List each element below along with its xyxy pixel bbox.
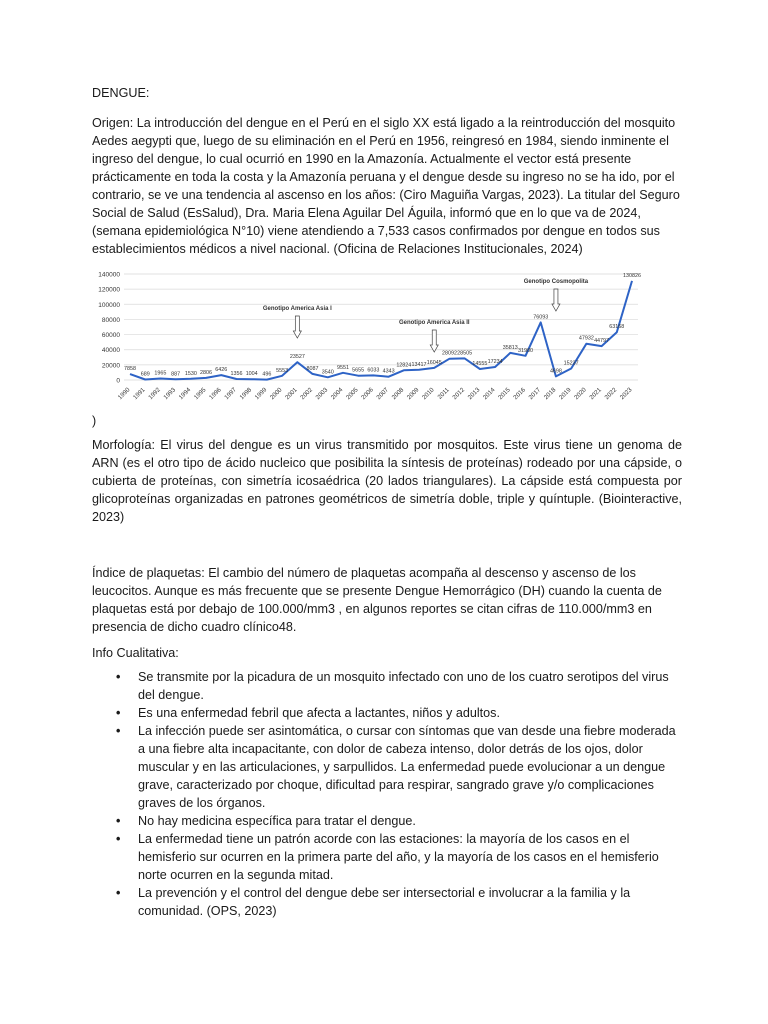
data-label: 1004 bbox=[245, 371, 258, 378]
data-label: 16045 bbox=[426, 359, 442, 366]
x-tick-label: 2021 bbox=[588, 386, 603, 402]
x-tick-label: 1992 bbox=[147, 386, 162, 402]
x-tick-label: 2013 bbox=[466, 386, 482, 402]
data-label: 5655 bbox=[352, 367, 365, 374]
data-label: 28092 bbox=[441, 350, 457, 357]
x-tick-label: 2001 bbox=[284, 386, 299, 402]
data-label: 31980 bbox=[518, 347, 534, 354]
x-tick-label: 2004 bbox=[329, 386, 345, 402]
list-item: • La enfermedad tiene un patrón acorde con las estaciones: la mayoría de los casos en el hemisferio sur ocurren en la primera parte del año, y la mayoría de los casos en el hemisferio norte ocurren en la segunda mitad. bbox=[138, 830, 682, 884]
data-label: 2806 bbox=[200, 369, 213, 376]
y-tick-label: 20000 bbox=[101, 362, 120, 370]
x-tick-label: 2002 bbox=[299, 386, 314, 402]
data-label: 3540 bbox=[321, 369, 334, 376]
annotation-arrow bbox=[430, 330, 438, 352]
data-label: 47932 bbox=[578, 335, 594, 342]
data-label: 4343 bbox=[382, 368, 395, 375]
list-item: • No hay medicina específica para tratar el dengue. bbox=[138, 812, 682, 830]
y-tick-label: 120000 bbox=[98, 286, 120, 294]
data-label: 14555 bbox=[472, 360, 488, 367]
data-label: 13417 bbox=[411, 361, 427, 368]
chart-closing-paren: ) bbox=[92, 414, 97, 428]
y-tick-label: 140000 bbox=[98, 271, 120, 279]
data-label: 28505 bbox=[457, 350, 473, 357]
origen-paragraph: Origen: La introducción del dengue en el Perú en el siglo XX está ligado a la reintroducción del mosquito Aedes aegypti que, luego de su eliminación en el Perú en 1956, reingresó en 1984, siendo inminente el ingreso del dengue, lo cual ocurrió en 1990 en la Amazonía. Actualmente el vector está presente prácticamente en toda la costa y la Amazonía peruana y el dengue desde su ingreso no se ha ido, por el contrario, se ve una tendencia al ascenso en los años: (Ciro Maguiña Vargas, 2023). La titular del Seguro Social de Salud (EsSalud), Dra. Maria Elena Aguilar Del Águila, informó que en lo que va de 2024, (semana epidemiológica N°10) viene atendiendo a 7,533 casos confirmados por dengue en todos sus establecimientos médicos a nivel nacional. (Oficina de Relaciones Institucionales, 2024) bbox=[92, 116, 680, 256]
x-tick-label: 1997 bbox=[223, 386, 238, 402]
x-tick-label: 2008 bbox=[390, 386, 406, 402]
x-tick-label: 1994 bbox=[177, 386, 193, 402]
x-tick-label: 2019 bbox=[557, 386, 573, 402]
data-label: 76093 bbox=[533, 314, 549, 321]
x-tick-label: 2016 bbox=[512, 386, 527, 402]
x-tick-label: 1996 bbox=[208, 386, 223, 402]
data-label: 1530 bbox=[184, 370, 197, 377]
data-label: 44797 bbox=[594, 338, 610, 345]
x-tick-label: 2009 bbox=[405, 386, 421, 402]
data-label: 15237 bbox=[563, 360, 579, 367]
x-tick-label: 1991 bbox=[131, 386, 147, 402]
y-tick-label: 100000 bbox=[98, 301, 120, 309]
annotation-label: Genotipo Cosmopolita bbox=[523, 279, 589, 285]
annotation-label: Genotipo America Asia I bbox=[262, 306, 332, 312]
x-tick-label: 1999 bbox=[253, 386, 269, 402]
y-tick-label: 40000 bbox=[101, 347, 120, 355]
data-label: 12824 bbox=[396, 362, 412, 369]
document-heading: DENGUE: bbox=[92, 86, 150, 100]
list-item: • La infección puede ser asintomática, o cursar con síntomas que van desde una fiebre moderada a una fiebre alta incapacitante, con dolor de cabeza intenso, dolor detrás de los ojos, dolor muscular y en las articulaciones, y sarpullidos. La enfermedad puede evolucionar a un dengue grave, caracterizado por choque, dificultad para respirar, sangrado grave y/o complicaciones graves de los órganos. bbox=[138, 722, 682, 812]
x-tick-label: 2020 bbox=[573, 386, 588, 402]
data-label: 8087 bbox=[306, 365, 319, 372]
x-tick-label: 2006 bbox=[360, 386, 375, 402]
list-item: • Es una enfermedad febril que afecta a lactantes, niños y adultos. bbox=[138, 704, 682, 722]
data-label: 1356 bbox=[230, 370, 243, 377]
y-tick-label: 60000 bbox=[101, 332, 120, 340]
x-tick-label: 2005 bbox=[344, 386, 360, 402]
x-tick-label: 2018 bbox=[542, 386, 558, 402]
annotation-label: Genotipo America Asia II bbox=[398, 320, 470, 326]
list-item: • Se transmite por la picadura de un mosquito infectado con uno de los cuatro serotipos del virus del dengue. bbox=[138, 668, 682, 704]
data-label: 4698 bbox=[549, 368, 562, 375]
data-label: 17234 bbox=[487, 358, 503, 365]
x-tick-label: 2014 bbox=[481, 386, 497, 402]
x-tick-label: 2010 bbox=[420, 386, 436, 402]
y-tick-label: 0 bbox=[116, 377, 120, 385]
data-label: 887 bbox=[171, 371, 181, 378]
x-tick-label: 2023 bbox=[618, 386, 634, 402]
info-cualitativa-title: Info Cualitativa: bbox=[92, 646, 179, 660]
x-tick-label: 2003 bbox=[314, 386, 330, 402]
data-label: 1965 bbox=[154, 370, 167, 377]
info-bullet-list bbox=[92, 668, 682, 920]
data-label: 23527 bbox=[289, 354, 305, 361]
x-tick-label: 2017 bbox=[527, 386, 543, 402]
data-label: 6033 bbox=[367, 367, 380, 374]
morfologia-paragraph: Morfología: El virus del dengue es un virus transmitido por mosquitos. Este virus tiene un genoma de ARN (es el otro tipo de ácido nucleico que posibilita la síntesis de proteínas) rodeado por una cápside, o cubierta de proteínas, con simetría icosaédrica (20 lados triangulares). La cápside está compuesta por glicoproteínas organizadas en patrones geométricos de simetría doble, triple y quíntuple. (Biointeractive, 2023) bbox=[92, 438, 682, 524]
data-label: 5553 bbox=[276, 367, 289, 374]
data-label: 496 bbox=[262, 371, 272, 378]
y-tick-label: 80000 bbox=[101, 316, 120, 324]
data-label: 9551 bbox=[336, 364, 349, 371]
dengue-cases-chart bbox=[92, 268, 682, 414]
x-tick-label: 2007 bbox=[375, 386, 391, 402]
data-label: 7858 bbox=[124, 366, 136, 373]
x-tick-label: 1993 bbox=[162, 386, 178, 402]
document-page bbox=[92, 84, 682, 920]
x-tick-label: 2022 bbox=[603, 386, 619, 402]
x-tick-label: 2015 bbox=[497, 386, 512, 402]
data-label: 35813 bbox=[502, 344, 518, 351]
data-label: 130826 bbox=[623, 272, 641, 279]
x-tick-label: 1990 bbox=[116, 386, 132, 402]
chart-svg bbox=[92, 268, 682, 414]
data-label: 63168 bbox=[609, 324, 625, 331]
x-tick-label: 2000 bbox=[268, 386, 284, 402]
x-tick-label: 2011 bbox=[436, 386, 451, 401]
annotation-arrow bbox=[552, 289, 560, 311]
x-tick-label: 1995 bbox=[192, 386, 208, 402]
x-tick-label: 1998 bbox=[238, 386, 254, 402]
data-label: 689 bbox=[140, 371, 150, 378]
x-tick-label: 2012 bbox=[451, 386, 467, 402]
data-label: 6426 bbox=[215, 367, 228, 374]
list-item: • La prevención y el control del dengue debe ser intersectorial e involucrar a la familia y la comunidad. (OPS, 2023) bbox=[138, 884, 682, 920]
plaquetas-paragraph: Índice de plaquetas: El cambio del número de plaquetas acompaña al descenso y ascenso de los leucocitos. Aunque es más frecuente que se presente Dengue Hemorrágico (DH) cuando la cuenta de plaquetas está por debajo de 100.000/mm3 , en algunos reportes se citan cifras de 110.000/mm3 en presencia de dicho cuadro clínico48. bbox=[92, 566, 662, 634]
